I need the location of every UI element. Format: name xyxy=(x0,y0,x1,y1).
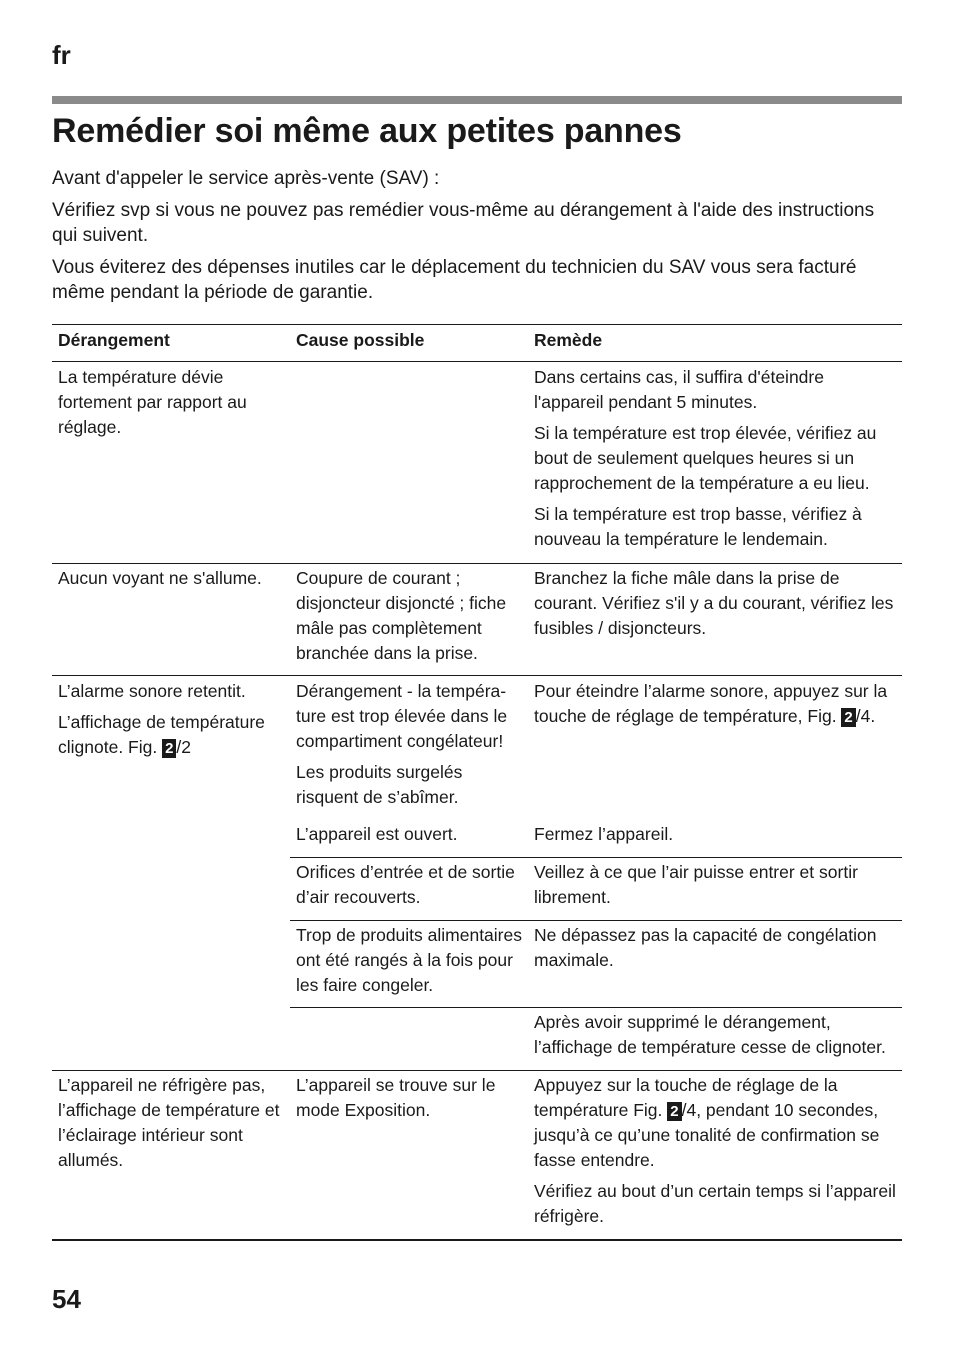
sub-row-divider xyxy=(290,1007,902,1008)
page-number: 54 xyxy=(52,1284,81,1314)
table-cell-remedy: Branchez la fiche mâle dans la prise de courant. Vérifiez s'il y a du courant, vérifiez les fusibles / disjoncteurs. xyxy=(534,568,894,638)
intro-paragraph: Avant d'appeler le service après-vente (SAV) : xyxy=(52,168,440,189)
table-cell-cause: Coupure de courant ; disjoncteur disjoncté ; fiche mâle pas complètement branchée dans la prise. xyxy=(296,568,507,663)
table-cell-fault: La température dévie fortement par rapport au réglage. xyxy=(58,367,247,437)
table-cell-cause: Dérangement - la température est trop élevée dans le compartiment congélateur! Les produits surgelés risquent de s’abîmer. xyxy=(296,681,508,807)
figure-ref-badge: 2 xyxy=(667,1102,681,1121)
header-rule xyxy=(52,361,902,362)
sub-row-divider xyxy=(290,857,902,858)
column-header: Remède xyxy=(534,330,603,350)
language-label: fr xyxy=(52,40,71,70)
table-cell-cause: Orifices d’entrée et de sortie d’air recouverts. xyxy=(296,862,515,907)
table-cell-remedy: Appuyez sur la touche de réglage de la température Fig. 2 /4, pendant 10 secondes, jusqu’à ce qu’une tonalité de confirmation se fasse entendre. Vérifiez au bout d’un certain temps si l’appareil réfrigère. xyxy=(534,1075,896,1226)
intro-paragraph: Vérifiez svp si vous ne pouvez pas remédier vous-même au dérangement à l'aide des instructions qui suivent. xyxy=(52,200,875,246)
table-cell-remedy: Après avoir supprimé le dérangement, l’affichage de température cesse de clignoter. xyxy=(534,1012,886,1057)
row-divider xyxy=(52,1070,902,1071)
table-cell-cause: Trop de produits alimentaires ont été rangés à la fois pour les faire congeler. xyxy=(296,925,522,995)
table-cell-fault: L’appareil ne réfrigère pas, l’affichage de température et l’éclairage intérieur sont allumés. xyxy=(58,1075,280,1170)
table-cell-remedy: Veillez à ce que l’air puisse entrer et sortir librement. xyxy=(534,862,858,907)
table-cell-remedy: Ne dépassez pas la capacité de congélation maximale. xyxy=(534,925,877,970)
table-cell-fault: L’alarme sonore retentit. L’affichage de température clignote. Fig. 2 /2 xyxy=(58,681,265,757)
row-divider xyxy=(52,563,902,564)
column-header: Dérangement xyxy=(58,330,170,350)
table-bottom-rule xyxy=(52,1239,902,1241)
table-cell-remedy: Pour éteindre l’alarme sonore, appuyez sur la touche de réglage de température, Fig. 2 /4. xyxy=(534,681,888,726)
row-divider xyxy=(52,675,902,676)
intro-paragraph: Vous éviterez des dépenses inutiles car le déplacement du technicien du SAV vous sera facturé même pendant la période de garantie. xyxy=(52,257,857,303)
table-top-rule xyxy=(52,324,902,325)
table-cell-remedy: Dans certains cas, il suffira d'éteindre l'appareil pendant 5 minutes. Si la température est trop élevée, vérifiez au bout de seulement quelques heures si un rapprochement de la température a eu lieu. Si la température est trop basse, vérifiez à nouveau la température le lendemain. xyxy=(534,367,877,549)
intro-text xyxy=(52,166,902,312)
figure-ref-badge: 2 xyxy=(841,708,855,727)
table-cell-cause: L’appareil est ouvert. xyxy=(296,824,458,844)
column-header: Cause possible xyxy=(296,330,425,350)
sub-row-divider xyxy=(290,920,902,921)
table-cell-fault: Aucun voyant ne s'allume. xyxy=(58,568,262,588)
table-cell-cause: L’appareil se trouve sur le mode Exposition. xyxy=(296,1075,496,1120)
table-cell-remedy: Fermez l’appareil. xyxy=(534,824,674,844)
figure-ref-badge: 2 xyxy=(162,739,176,758)
header-rule xyxy=(52,96,902,104)
page-title: Remédier soi même aux petites pannes xyxy=(52,112,682,150)
